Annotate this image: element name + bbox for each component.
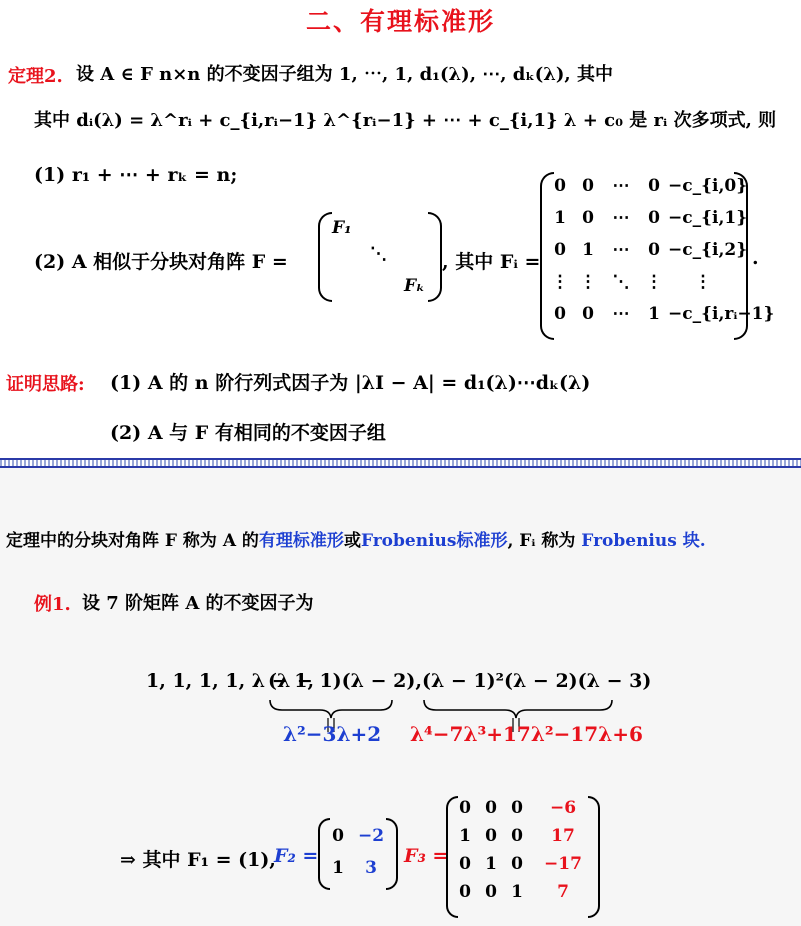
expansion-6: λ²−3λ+2 xyxy=(283,722,382,746)
matrix-cell: 17 xyxy=(551,826,575,846)
example-label: 例1. xyxy=(34,594,71,615)
matrix-cell: 3 xyxy=(365,858,377,878)
matrix-cell: 0 xyxy=(459,882,471,902)
factors-prefix: 1, 1, 1, 1, λ − 1, xyxy=(146,670,315,692)
matrix-cell: 0 xyxy=(582,208,594,228)
matrix-cell: 1 xyxy=(511,882,523,902)
definition-part2: 或 xyxy=(343,531,361,551)
matrix-cell: −c_{i,rᵢ−1} xyxy=(668,304,775,324)
matrix-cell: −17 xyxy=(544,854,582,874)
theorem-item2-prefix: (2) A 相似于分块对角阵 F = xyxy=(34,251,288,273)
matrix-cell: 0 xyxy=(554,304,566,324)
matrix-cell: 0 xyxy=(459,854,471,874)
matrix-cell: ⋯ xyxy=(612,176,630,196)
matrix-cell: 0 xyxy=(459,798,471,818)
F-block-mid: ⋱ xyxy=(370,244,387,264)
matrix-cell: −6 xyxy=(549,798,577,818)
proof-step1: (1) A 的 n 阶行列式因子为 |λI − A| = d₁(λ)⋯dₖ(λ) xyxy=(110,372,591,394)
matrix-cell: 1 xyxy=(332,858,344,878)
matrix-cell: ⋯ xyxy=(612,208,630,228)
matrix-cell: 0 xyxy=(511,826,523,846)
theorem-end-dot: . xyxy=(752,247,759,269)
definition-term-rational: 有理标准形 xyxy=(258,531,344,551)
theorem-line2: 其中 dᵢ(λ) = λ^rᵢ + c_{i,rᵢ−1} λ^{rᵢ−1} + ⋯ + c_{i,1} λ + c₀ 是 rᵢ 次多项式, 则 xyxy=(34,110,777,131)
factor-7: (λ − 1)²(λ − 2)(λ − 3) xyxy=(422,670,652,692)
definition-part3: , Fᵢ 称为 xyxy=(507,531,576,551)
definition-part1: 定理中的分块对角阵 F 称为 A 的 xyxy=(6,531,259,551)
F2-label: F₂ = xyxy=(274,845,319,867)
matrix-cell: ⋮ xyxy=(694,272,712,292)
matrix-cell: ⋯ xyxy=(612,240,630,260)
F2-paren-right xyxy=(386,818,398,890)
matrix-cell: ⋱ xyxy=(612,272,630,292)
matrix-cell: 1 xyxy=(459,826,471,846)
matrix-cell: 1 xyxy=(582,240,594,260)
matrix-cell: 0 xyxy=(648,240,660,260)
theorem-label-text: 定理2. xyxy=(8,66,63,87)
F-block-top: F₁ xyxy=(332,218,352,238)
matrix-cell: 1 xyxy=(485,854,497,874)
factor-6: (λ − 1)(λ − 2), xyxy=(268,670,422,692)
matrix-cell: ⋮ xyxy=(645,272,663,292)
matrix-cell: 1 xyxy=(554,208,566,228)
matrix-cell: 0 xyxy=(332,826,344,846)
definition-term-frobenius-block: Frobenius 块. xyxy=(581,531,706,551)
matrix-cell: 0 xyxy=(554,176,566,196)
matrix-cell: ⋮ xyxy=(551,272,569,292)
example-text: 设 7 阶矩阵 A 的不变因子为 xyxy=(82,593,314,614)
underbrace-7 xyxy=(424,700,612,718)
matrix-cell: 0 xyxy=(582,176,594,196)
matrix-cell: 1 xyxy=(648,304,660,324)
expansion-7: λ⁴−7λ³+17λ²−17λ+6 xyxy=(410,722,643,746)
matrix-cell: −c_{i,0} xyxy=(668,176,748,196)
underbrace-6 xyxy=(270,700,392,718)
theorem-item2-mid: , 其中 Fᵢ = xyxy=(442,251,541,273)
matrix-cell: ⋯ xyxy=(612,304,630,324)
matrix-cell: −c_{i,1} xyxy=(668,208,748,228)
definition-term-frobenius: Frobenius标准形 xyxy=(360,531,508,551)
matrix-cell: 7 xyxy=(557,882,569,902)
matrix-cell: 0 xyxy=(648,208,660,228)
proof-step2: (2) A 与 F 有相同的不变因子组 xyxy=(110,422,386,444)
matrix-cell: 0 xyxy=(554,240,566,260)
theorem-item1: (1) r₁ + ⋯ + rₖ = n; xyxy=(34,164,238,186)
matrix-cell: −2 xyxy=(357,826,385,846)
matrix-cell: 0 xyxy=(511,798,523,818)
matrix-cell: 0 xyxy=(648,176,660,196)
matrix-cell: 0 xyxy=(582,304,594,324)
result-prefix: ⇒ 其中 F₁ = (1), xyxy=(120,849,276,871)
F3-paren-right xyxy=(588,796,600,918)
matrix-cell: 0 xyxy=(485,826,497,846)
F3-label: F₃ = xyxy=(404,845,449,867)
matrix-cell: 0 xyxy=(485,798,497,818)
matrix-cell: 0 xyxy=(485,882,497,902)
theorem-line1: 设 A ∈ F n×n 的不变因子组为 1, ⋯, 1, d₁(λ), ⋯, dₖ(λ), 其中 xyxy=(76,64,613,85)
page-title: 二、有理标准形 xyxy=(305,7,495,36)
proof-label: 证明思路: xyxy=(6,374,85,395)
matrix-cell: 0 xyxy=(511,854,523,874)
matrix-cell: ⋮ xyxy=(579,272,597,292)
F-block-bot: Fₖ xyxy=(404,276,425,296)
matrix-cell: −c_{i,2} xyxy=(668,240,748,260)
